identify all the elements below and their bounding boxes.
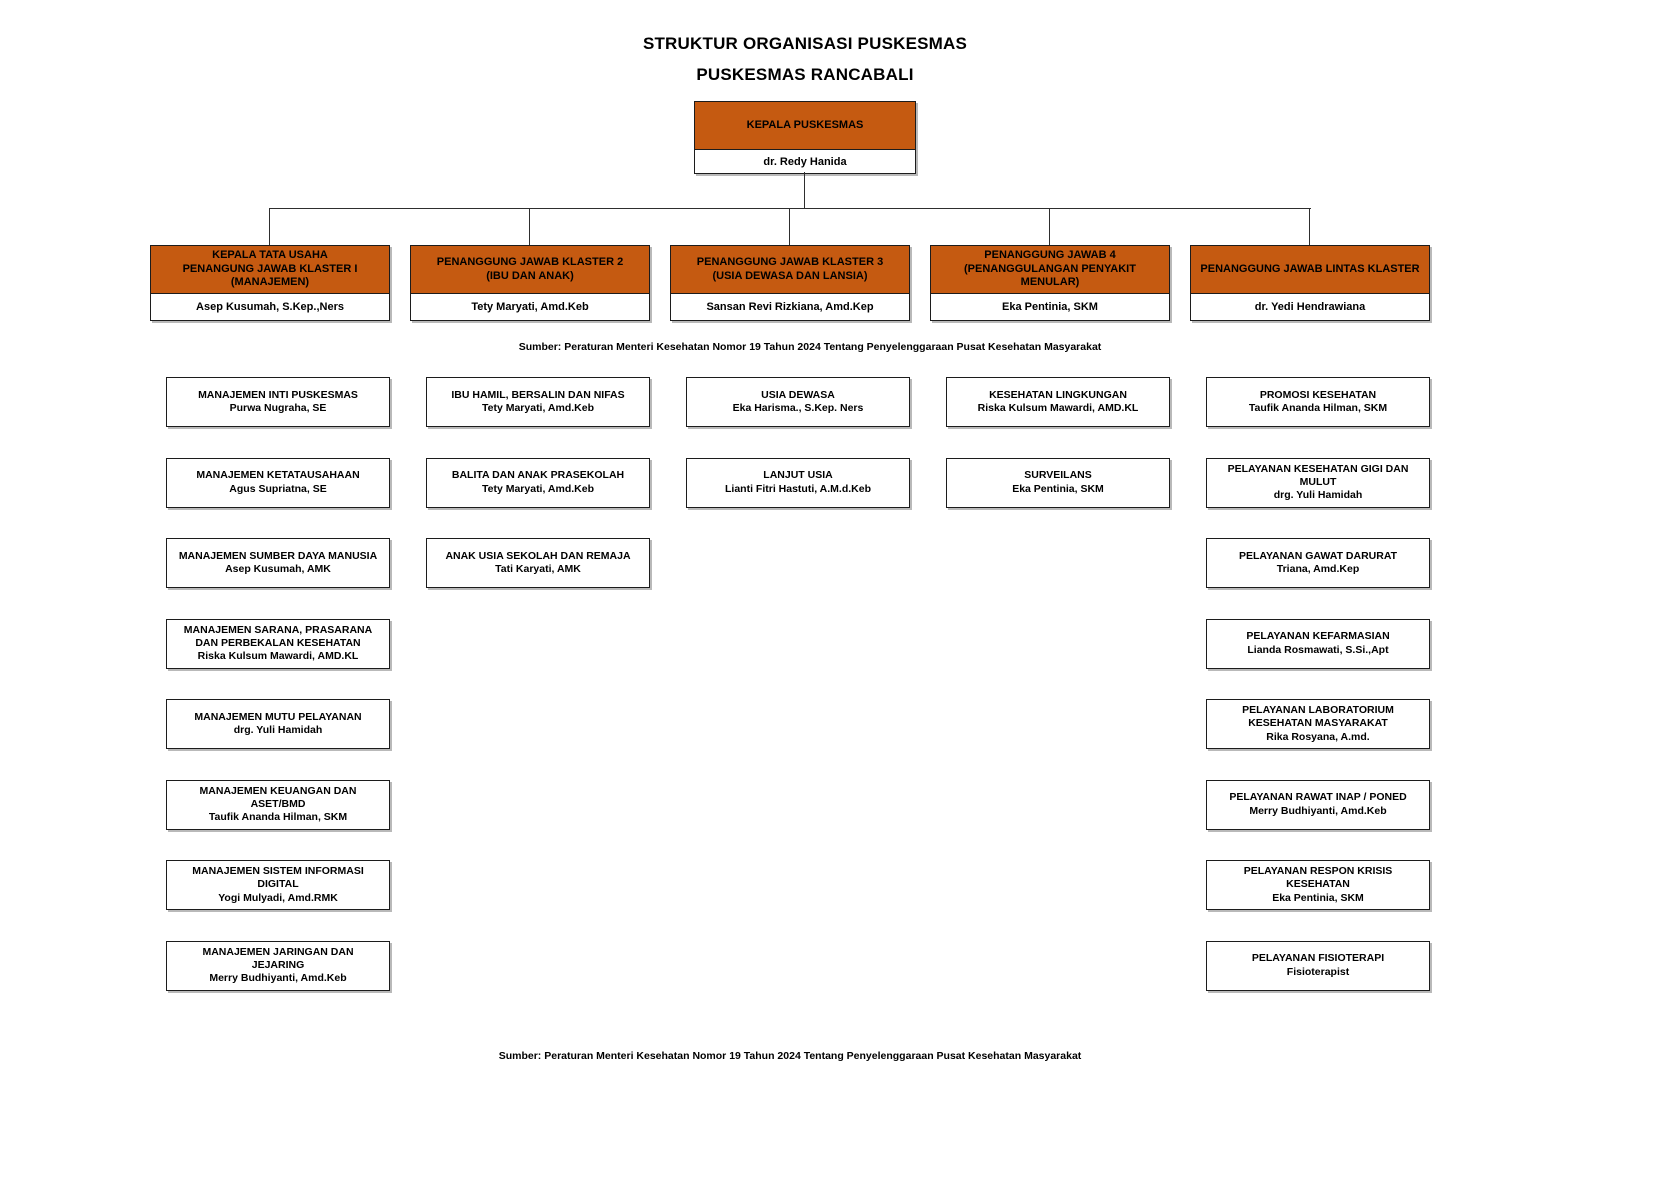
unit-slot: [150, 780, 390, 861]
level2-box-title-line: (USIA DEWASA DAN LANSIA): [712, 269, 868, 282]
level2-box-title-line: (PENANGGULANGAN PENYAKIT MENULAR): [964, 262, 1136, 289]
unit-title: PROMOSI KESEHATAN: [1259, 388, 1377, 401]
unit-title: MANAJEMEN KEUANGAN DAN ASET/BMD: [199, 784, 357, 810]
unit-slot: [150, 941, 390, 1022]
unit-box: [166, 458, 390, 508]
level2-box-4: [930, 245, 1170, 321]
unit-slot: [1190, 699, 1430, 780]
level2-box-name: dr. Yedi Hendrawiana: [1254, 301, 1366, 313]
unit-box: [1206, 780, 1430, 830]
unit-box: [1206, 538, 1430, 588]
unit-box: [426, 377, 650, 427]
unit-person-name: Riska Kulsum Mawardi, AMD.KL: [197, 650, 359, 663]
unit-title: PELAYANAN RAWAT INAP / PONED: [1229, 791, 1407, 804]
unit-box: [946, 458, 1170, 508]
kepala-puskesmas-box: [694, 101, 916, 174]
unit-title: IBU HAMIL, BERSALIN DAN NIFAS: [451, 388, 625, 401]
unit-person-name: Taufik Ananda Hilman, SKM: [1248, 402, 1388, 414]
unit-box: [166, 860, 390, 910]
unit-slot: [150, 538, 390, 619]
unit-box: [946, 377, 1170, 427]
unit-box: [1206, 941, 1430, 991]
unit-person-name: Asep Kusumah, AMK: [225, 563, 331, 575]
unit-title: MANAJEMEN SISTEM INFORMASI DIGITAL: [192, 865, 364, 891]
unit-person-name: Eka Harisma., S.Kep. Ners: [732, 402, 864, 414]
connector-drop-3: [789, 208, 790, 245]
unit-person-name: Rika Rosyana, A.md.: [1266, 730, 1370, 743]
unit-person-name: Eka Pentinia, SKM: [1272, 891, 1364, 904]
unit-title: SURVEILANS: [1024, 469, 1092, 482]
unit-box: [686, 458, 910, 508]
level2-box-title: [671, 246, 909, 294]
chart-titles: [0, 34, 1610, 85]
unit-box: [686, 377, 910, 427]
unit-person-name: Lianti Fitri Hastuti, A.M.d.Keb: [724, 482, 872, 495]
units-grid: [150, 377, 1430, 1021]
connector-horizontal-line: [269, 208, 1311, 209]
level2-box-name: Eka Pentinia, SKM: [1002, 301, 1098, 313]
unit-title: USIA DEWASA: [761, 388, 835, 401]
level2-box-title-line: PENANGGUNG JAWAB KLASTER 2: [436, 255, 624, 268]
unit-box: [1206, 619, 1430, 669]
unit-person-name: Triana, Amd.Kep: [1276, 563, 1360, 575]
unit-slot: [670, 458, 910, 539]
unit-column-3: [670, 377, 910, 1021]
connector-drop-2: [529, 208, 530, 245]
level2-box-3: [670, 245, 910, 321]
level2-box-title-line: (MANAJEMEN): [230, 276, 310, 289]
unit-box: [426, 538, 650, 588]
unit-slot: [1190, 941, 1430, 1022]
level2-box-name: Sansan Revi Rizkiana, Amd.Kep: [706, 301, 874, 313]
unit-slot: [150, 860, 390, 941]
unit-slot: [150, 699, 390, 780]
level2-box-title-line: KEPALA TATA USAHA: [212, 248, 328, 261]
unit-box: [166, 619, 390, 669]
unit-person-name: Merry Budhiyanti, Amd.Keb: [209, 972, 347, 985]
level2-box-title-line: PENANGGUNG JAWAB 4: [984, 248, 1116, 261]
unit-title: MANAJEMEN SUMBER DAYA MANUSIA: [178, 549, 378, 562]
unit-box: [1206, 699, 1430, 749]
unit-person-name: Purwa Nugraha, SE: [229, 402, 327, 414]
level2-box-name: Tety Maryati, Amd.Keb: [471, 301, 589, 313]
unit-title: BALITA DAN ANAK PRASEKOLAH: [451, 469, 625, 482]
level2-row: [150, 245, 1430, 321]
unit-slot: [1190, 860, 1430, 941]
unit-box: [166, 538, 390, 588]
unit-person-name: Eka Pentinia, SKM: [1012, 482, 1104, 495]
unit-person-name: Taufik Ananda Hilman, SKM: [208, 811, 348, 824]
unit-person-name: Agus Supriatna, SE: [229, 482, 327, 495]
unit-slot: [150, 619, 390, 700]
unit-box: [1206, 860, 1430, 910]
connector-head-stub: [804, 172, 805, 208]
level2-box-2: [410, 245, 650, 321]
unit-slot: [1190, 377, 1430, 458]
unit-slot: [1190, 619, 1430, 700]
unit-slot: [150, 458, 390, 539]
unit-title: KESEHATAN LINGKUNGAN: [989, 388, 1127, 401]
unit-box: [1206, 377, 1430, 427]
unit-box: [1206, 458, 1430, 508]
unit-person-name: Riska Kulsum Mawardi, AMD.KL: [977, 402, 1139, 414]
level2-box-title-line: (IBU DAN ANAK): [486, 269, 574, 282]
level2-box-title-line: PENANGGUNG JAWAB KLASTER 3: [696, 255, 884, 268]
level2-box-1: [150, 245, 390, 321]
kepala-puskesmas-title-text: KEPALA PUSKESMAS: [746, 118, 864, 131]
unit-box: [426, 458, 650, 508]
unit-slot: [1190, 458, 1430, 539]
unit-person-name: Tati Karyati, AMK: [495, 563, 581, 575]
unit-box: [166, 941, 390, 991]
unit-person-name: drg. Yuli Hamidah: [233, 724, 323, 736]
unit-slot: [410, 458, 650, 539]
unit-column-5: [1190, 377, 1430, 1021]
unit-person-name: Fisioterapist: [1286, 965, 1350, 978]
source-note-top: Sumber: Peraturan Menteri Kesehatan Nomor 19 Tahun 2024 Tentang Penyelenggaraan Pusat Kesehatan Masyarakat: [518, 341, 1102, 353]
unit-title: LANJUT USIA: [763, 469, 833, 482]
connector-drop-5: [1309, 208, 1310, 245]
unit-title: MANAJEMEN INTI PUSKESMAS: [198, 388, 358, 401]
level2-box-title-line: PENANGUNG JAWAB KLASTER I: [182, 262, 358, 275]
level2-box-title: [1191, 246, 1429, 294]
kepala-puskesmas-title: [695, 102, 915, 150]
unit-box: [166, 377, 390, 427]
chart-title-line1: STRUKTUR ORGANISASI PUSKESMAS: [642, 34, 968, 53]
unit-box: [166, 780, 390, 830]
level2-box-5: [1190, 245, 1430, 321]
unit-slot: [410, 377, 650, 458]
unit-title: MANAJEMEN KETATAUSAHAAN: [196, 469, 360, 482]
unit-box: [166, 699, 390, 749]
unit-column-1: [150, 377, 390, 1021]
unit-slot: [1190, 780, 1430, 861]
unit-title: PELAYANAN KEFARMASIAN: [1246, 630, 1390, 643]
unit-person-name: Merry Budhiyanti, Amd.Keb: [1249, 804, 1387, 817]
chart-title-line2: PUSKESMAS RANCABALI: [696, 65, 914, 84]
unit-title: MANAJEMEN SARANA, PRASARANA DAN PERBEKALAN KESEHATAN: [183, 623, 373, 649]
level2-box-title-line: PENANGGUNG JAWAB LINTAS KLASTER: [1200, 262, 1420, 275]
connector-drop-1: [269, 208, 270, 245]
level2-box-title: [411, 246, 649, 294]
unit-title: PELAYANAN KESEHATAN GIGI DAN MULUT: [1227, 462, 1409, 488]
connector-drop-4: [1049, 208, 1050, 245]
unit-slot: [1190, 538, 1430, 619]
unit-title: PELAYANAN RESPON KRISIS KESEHATAN: [1243, 865, 1393, 891]
unit-slot: [150, 377, 390, 458]
level2-box-title: [151, 246, 389, 294]
unit-person-name: drg. Yuli Hamidah: [1273, 489, 1363, 502]
unit-column-2: [410, 377, 650, 1021]
unit-slot: [410, 538, 650, 619]
unit-column-4: [930, 377, 1170, 1021]
unit-person-name: Tety Maryati, Amd.Keb: [481, 482, 595, 495]
kepala-puskesmas-name: dr. Redy Hanida: [763, 155, 847, 168]
unit-slot: [930, 377, 1170, 458]
unit-title: PELAYANAN GAWAT DARURAT: [1238, 549, 1398, 562]
unit-title: MANAJEMEN MUTU PELAYANAN: [194, 710, 362, 723]
unit-slot: [670, 377, 910, 458]
level2-box-title: [931, 246, 1169, 294]
unit-person-name: Lianda Rosmawati, S.Si.,Apt: [1247, 643, 1389, 656]
unit-title: MANAJEMEN JARINGAN DAN JEJARING: [202, 945, 354, 971]
unit-title: PELAYANAN FISIOTERAPI: [1251, 952, 1385, 965]
level2-box-name: Asep Kusumah, S.Kep.,Ners: [196, 301, 344, 313]
unit-slot: [930, 458, 1170, 539]
unit-person-name: Yogi Mulyadi, Amd.RMK: [218, 891, 338, 904]
unit-title: PELAYANAN LABORATORIUM KESEHATAN MASYARAKAT: [1242, 704, 1394, 730]
unit-person-name: Tety Maryati, Amd.Keb: [481, 402, 595, 414]
source-note-bottom: Sumber: Peraturan Menteri Kesehatan Nomor 19 Tahun 2024 Tentang Penyelenggaraan Pusat Kesehatan Masyarakat: [498, 1050, 1082, 1062]
unit-title: ANAK USIA SEKOLAH DAN REMAJA: [445, 549, 631, 562]
